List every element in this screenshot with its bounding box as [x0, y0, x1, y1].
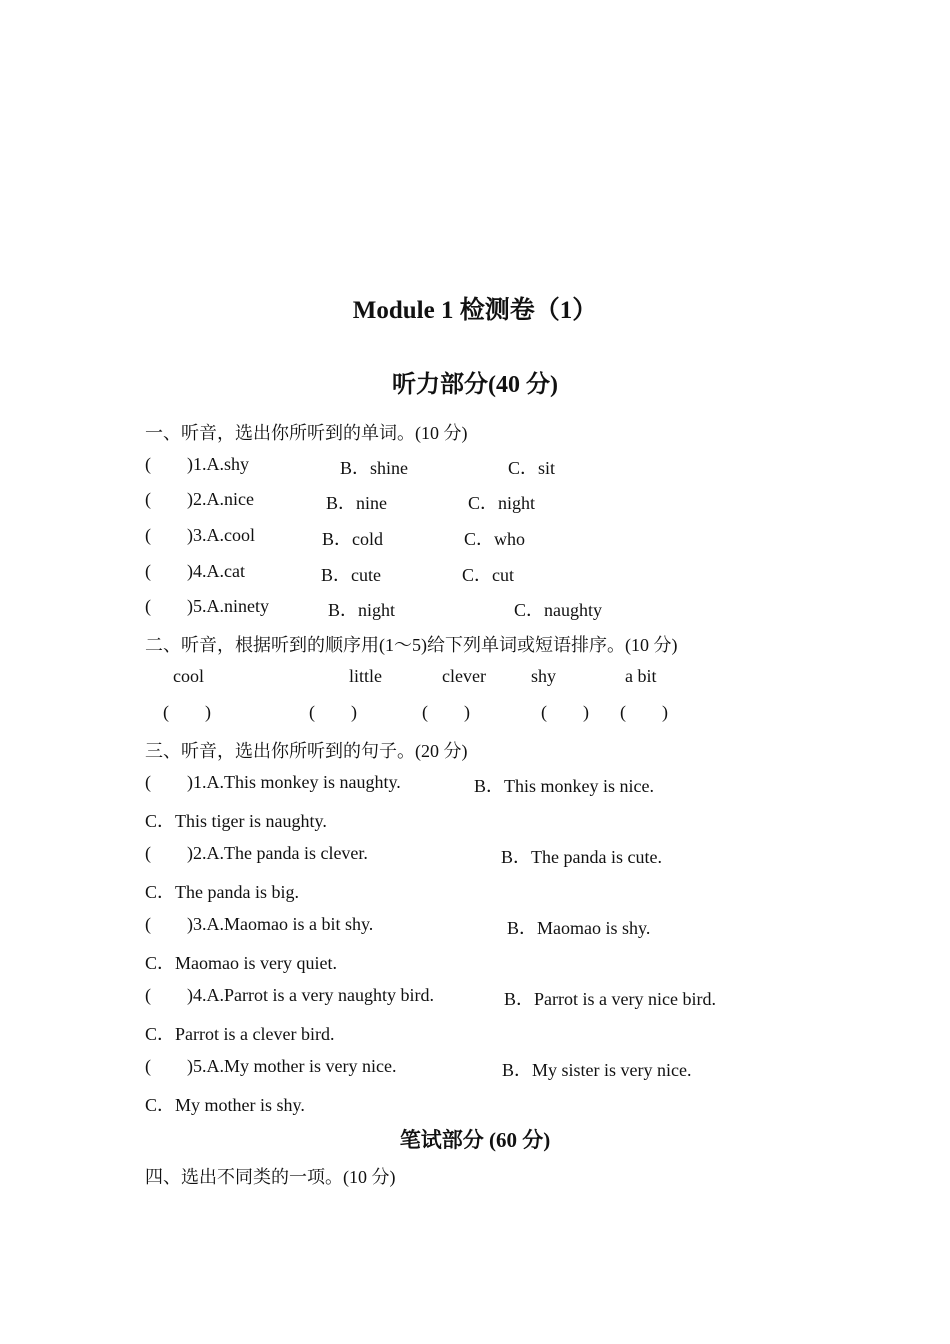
- word-shy: shy: [531, 666, 557, 686]
- section3-item-3: [0, 914, 950, 938]
- section3-item-1-choice-c: C．This tiger is naughty.: [145, 811, 327, 831]
- choice-c: C．night: [468, 493, 536, 513]
- choice-a: ( )2.A.The panda is clever.: [145, 843, 368, 863]
- choice-b: B．This monkey is nice.: [474, 776, 654, 796]
- choice-b: B．cute: [321, 565, 381, 585]
- section3-item-5: [0, 1056, 950, 1080]
- section2-word-row: [0, 666, 950, 690]
- listening-heading: 听力部分(40 分): [392, 372, 558, 398]
- order-blank: ( ): [620, 702, 668, 722]
- writing-heading: 笔试部分 (60 分): [399, 1128, 551, 1152]
- order-blank: ( ): [541, 702, 589, 722]
- section2-blank-row: [0, 702, 950, 726]
- item-number-choice-a: ( )2.A.nice: [145, 489, 254, 509]
- section3-item-2-choice-c: C．The panda is big.: [145, 882, 299, 902]
- order-blank: ( ): [309, 702, 357, 722]
- order-blank: ( ): [163, 702, 211, 722]
- section1-item-1: [0, 454, 950, 478]
- item-number-choice-a: ( )5.A.ninety: [145, 596, 269, 616]
- choice-b: B．Parrot is a very nice bird.: [504, 989, 716, 1009]
- choice-b: B．shine: [340, 458, 409, 478]
- section3-item-3-choice-c: C．Maomao is very quiet.: [145, 953, 337, 973]
- choice-b: B．The panda is cute.: [501, 847, 662, 867]
- word-little: little: [349, 666, 382, 686]
- word-cool: cool: [173, 666, 204, 686]
- choice-c: C．who: [464, 529, 526, 549]
- page-title: Module 1 检测卷（1）: [352, 297, 598, 324]
- section1-item-3: [0, 525, 950, 549]
- item-number-choice-a: ( )3.A.cool: [145, 525, 255, 545]
- section1-item-5: [0, 596, 950, 620]
- section3-item-4-choice-c: C．Parrot is a clever bird.: [145, 1024, 335, 1044]
- section4-instruction: 四、选出不同类的一项。(10 分): [145, 1167, 396, 1187]
- choice-a: ( )5.A.My mother is very nice.: [145, 1056, 397, 1076]
- order-blank: ( ): [422, 702, 470, 722]
- choice-c: C．sit: [508, 458, 556, 478]
- choice-a: ( )1.A.This monkey is naughty.: [145, 772, 401, 792]
- choice-b: B．My sister is very nice.: [502, 1060, 692, 1080]
- word-a-bit: a bit: [625, 666, 657, 686]
- item-number-choice-a: ( )4.A.cat: [145, 561, 245, 581]
- section1-item-4: [0, 561, 950, 585]
- section3-item-1: [0, 772, 950, 796]
- choice-b: B．nine: [326, 493, 387, 513]
- section1-instruction: 一、听音，选出你所听到的单词。(10 分): [145, 423, 468, 443]
- choice-a: ( )3.A.Maomao is a bit shy.: [145, 914, 374, 934]
- section3-item-5-choice-c: C．My mother is shy.: [145, 1095, 305, 1115]
- choice-c: C．naughty: [514, 600, 602, 620]
- choice-c: C．cut: [462, 565, 514, 585]
- section3-instruction: 三、听音，选出你所听到的句子。(20 分): [145, 741, 468, 761]
- word-clever: clever: [442, 666, 486, 686]
- section2-instruction: 二、听音，根据听到的顺序用(1～5)给下列单词或短语排序。(10 分): [145, 635, 678, 655]
- section1-item-2: [0, 489, 950, 513]
- choice-a: ( )4.A.Parrot is a very naughty bird.: [145, 985, 434, 1005]
- choice-b: B．night: [328, 600, 396, 620]
- choice-b: B．cold: [322, 529, 383, 549]
- section3-item-4: [0, 985, 950, 1009]
- section3-item-2: [0, 843, 950, 867]
- item-number-choice-a: ( )1.A.shy: [145, 454, 249, 474]
- choice-b: B．Maomao is shy.: [507, 918, 651, 938]
